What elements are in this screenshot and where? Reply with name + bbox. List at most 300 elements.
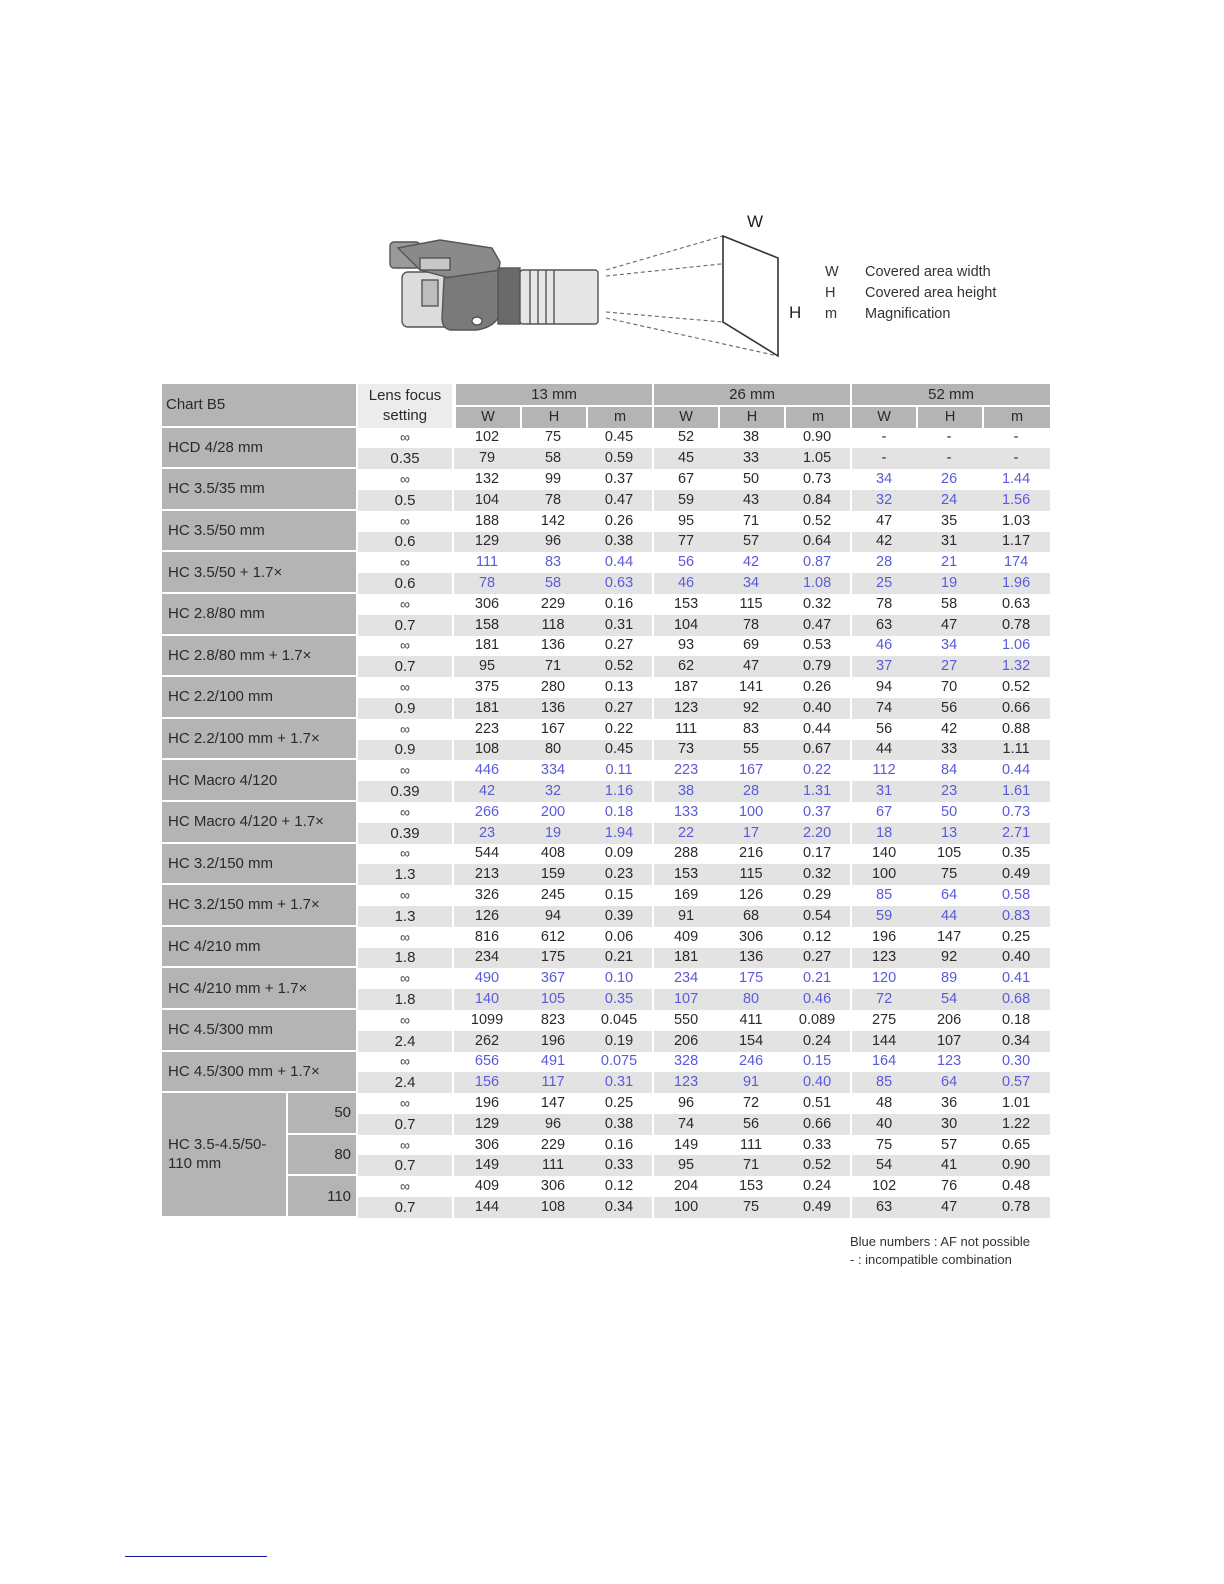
value-cell: 123 xyxy=(652,1072,718,1093)
value-cell: 823 xyxy=(520,1010,586,1031)
value-cell: 48 xyxy=(850,1093,916,1114)
value-cell: 234 xyxy=(652,968,718,989)
value-cell: 490 xyxy=(454,968,520,989)
value-cell: 84 xyxy=(916,760,982,781)
value-cell: 94 xyxy=(520,906,586,927)
value-cell: 0.84 xyxy=(784,490,850,511)
value-cell: 136 xyxy=(520,698,586,719)
focus-setting-cell: 0.7 xyxy=(358,1197,454,1218)
value-cell: 95 xyxy=(652,511,718,532)
value-cell: 0.21 xyxy=(784,968,850,989)
value-cell: 34 xyxy=(916,636,982,657)
value-cell: 44 xyxy=(916,906,982,927)
value-cell: 167 xyxy=(718,760,784,781)
value-cell: 96 xyxy=(520,1114,586,1135)
value-cell: 204 xyxy=(652,1176,718,1197)
focus-setting-cell: ∞ xyxy=(358,1052,454,1073)
value-cell: 78 xyxy=(718,615,784,636)
diagram-legend xyxy=(825,262,1065,325)
value-cell: 57 xyxy=(916,1135,982,1156)
value-cell: 92 xyxy=(718,698,784,719)
value-cell: 446 xyxy=(454,760,520,781)
focus-setting-cell: 0.39 xyxy=(358,823,454,844)
col-header-h: H xyxy=(520,407,586,428)
value-cell: 89 xyxy=(916,968,982,989)
value-cell: 0.25 xyxy=(586,1093,652,1114)
value-cell: 0.34 xyxy=(982,1031,1050,1052)
value-cell: 0.59 xyxy=(586,448,652,469)
value-cell: 85 xyxy=(850,885,916,906)
value-cell: 0.31 xyxy=(586,1072,652,1093)
value-cell: 0.47 xyxy=(586,490,652,511)
focus-setting-cell: 0.7 xyxy=(358,1114,454,1135)
focus-setting-cell: ∞ xyxy=(358,1135,454,1156)
table-title: Chart B5 xyxy=(162,384,358,428)
value-cell: 19 xyxy=(520,823,586,844)
table-row xyxy=(162,469,1050,490)
value-cell: 0.87 xyxy=(784,552,850,573)
value-cell: 246 xyxy=(718,1052,784,1073)
value-cell: 47 xyxy=(850,511,916,532)
value-cell: 42 xyxy=(454,781,520,802)
value-cell: 115 xyxy=(718,594,784,615)
value-cell: 100 xyxy=(850,864,916,885)
lens-name-cell: HC 4/210 mm + 1.7× xyxy=(162,968,358,1010)
value-cell: 154 xyxy=(718,1031,784,1052)
value-cell: 0.38 xyxy=(586,1114,652,1135)
value-cell: 123 xyxy=(850,948,916,969)
lens-name-cell: HC 2.8/80 mm xyxy=(162,594,358,636)
focus-setting-cell: 0.9 xyxy=(358,740,454,761)
value-cell: 99 xyxy=(520,469,586,490)
value-cell: - xyxy=(850,448,916,469)
value-cell: 141 xyxy=(718,677,784,698)
value-cell: 83 xyxy=(718,719,784,740)
value-cell: 129 xyxy=(454,1114,520,1135)
focus-setting-cell: ∞ xyxy=(358,636,454,657)
value-cell: 132 xyxy=(454,469,520,490)
value-cell: 78 xyxy=(850,594,916,615)
value-cell: 1.22 xyxy=(982,1114,1050,1135)
lens-name-cell: HC Macro 4/120 + 1.7× xyxy=(162,802,358,844)
value-cell: 102 xyxy=(850,1176,916,1197)
value-cell: 71 xyxy=(718,511,784,532)
value-cell: 0.35 xyxy=(982,844,1050,865)
group-header-13mm: 13 mm xyxy=(454,384,652,407)
value-cell: 1.03 xyxy=(982,511,1050,532)
value-cell: 77 xyxy=(652,532,718,553)
value-cell: 74 xyxy=(652,1114,718,1135)
value-cell: 234 xyxy=(454,948,520,969)
value-cell: 1.11 xyxy=(982,740,1050,761)
value-cell: 56 xyxy=(718,1114,784,1135)
value-cell: 0.045 xyxy=(586,1010,652,1031)
value-cell: 42 xyxy=(850,532,916,553)
value-cell: 118 xyxy=(520,615,586,636)
value-cell: 0.47 xyxy=(784,615,850,636)
value-cell: 0.52 xyxy=(784,1155,850,1176)
value-cell: 117 xyxy=(520,1072,586,1093)
value-cell: 54 xyxy=(850,1155,916,1176)
legend-text: Covered area height xyxy=(865,285,997,301)
value-cell: 196 xyxy=(850,927,916,948)
value-cell: 213 xyxy=(454,864,520,885)
value-cell: 38 xyxy=(652,781,718,802)
value-cell: 32 xyxy=(850,490,916,511)
group-header-52mm: 52 mm xyxy=(850,384,1050,407)
value-cell: 181 xyxy=(454,698,520,719)
value-cell: 136 xyxy=(520,636,586,657)
coverage-table xyxy=(162,384,1050,1218)
value-cell: 140 xyxy=(454,989,520,1010)
value-cell: 100 xyxy=(652,1197,718,1218)
value-cell: 0.16 xyxy=(586,1135,652,1156)
value-cell: 28 xyxy=(718,781,784,802)
value-cell: 0.22 xyxy=(586,719,652,740)
col-header-m: m xyxy=(982,407,1050,428)
value-cell: 206 xyxy=(652,1031,718,1052)
focus-setting-cell: 0.7 xyxy=(358,615,454,636)
value-cell: 367 xyxy=(520,968,586,989)
value-cell: 0.31 xyxy=(586,615,652,636)
value-cell: 34 xyxy=(850,469,916,490)
table-row xyxy=(162,760,1050,781)
value-cell: 2.20 xyxy=(784,823,850,844)
value-cell: 0.49 xyxy=(784,1197,850,1218)
value-cell: 156 xyxy=(454,1072,520,1093)
value-cell: 167 xyxy=(520,719,586,740)
value-cell: 0.52 xyxy=(784,511,850,532)
value-cell: 144 xyxy=(850,1031,916,1052)
value-cell: 55 xyxy=(718,740,784,761)
value-cell: 18 xyxy=(850,823,916,844)
table-row xyxy=(162,968,1050,989)
value-cell: 0.26 xyxy=(784,677,850,698)
focus-setting-cell: ∞ xyxy=(358,1093,454,1114)
value-cell: - xyxy=(850,428,916,449)
value-cell: 56 xyxy=(916,698,982,719)
value-cell: 206 xyxy=(916,1010,982,1031)
value-cell: 95 xyxy=(454,656,520,677)
value-cell: 0.66 xyxy=(982,698,1050,719)
value-cell: 78 xyxy=(520,490,586,511)
value-cell: 0.32 xyxy=(784,594,850,615)
value-cell: 153 xyxy=(652,594,718,615)
table-row xyxy=(162,1093,1050,1114)
value-cell: 105 xyxy=(916,844,982,865)
focus-setting-cell: ∞ xyxy=(358,802,454,823)
value-cell: 0.38 xyxy=(586,532,652,553)
table-row xyxy=(162,594,1050,615)
value-cell: 229 xyxy=(520,1135,586,1156)
value-cell: 42 xyxy=(916,719,982,740)
value-cell: 96 xyxy=(520,532,586,553)
value-cell: 375 xyxy=(454,677,520,698)
value-cell: 28 xyxy=(850,552,916,573)
value-cell: 0.32 xyxy=(784,864,850,885)
value-cell: 32 xyxy=(520,781,586,802)
focus-setting-cell: 0.5 xyxy=(358,490,454,511)
value-cell: 67 xyxy=(850,802,916,823)
value-cell: 288 xyxy=(652,844,718,865)
col-header-w: W xyxy=(850,407,916,428)
value-cell: 79 xyxy=(454,448,520,469)
value-cell: 1.16 xyxy=(586,781,652,802)
lens-focus-header: Lens focus setting xyxy=(358,384,454,428)
lens-name-cell: HC 3.2/150 mm xyxy=(162,844,358,886)
value-cell: 164 xyxy=(850,1052,916,1073)
value-cell: 0.73 xyxy=(784,469,850,490)
value-cell: 45 xyxy=(652,448,718,469)
value-cell: 27 xyxy=(916,656,982,677)
focus-setting-cell: ∞ xyxy=(358,1176,454,1197)
focus-setting-cell: 1.3 xyxy=(358,906,454,927)
col-header-h: H xyxy=(916,407,982,428)
value-cell: 56 xyxy=(850,719,916,740)
value-cell: 0.27 xyxy=(784,948,850,969)
value-cell: 59 xyxy=(850,906,916,927)
value-cell: 0.90 xyxy=(982,1155,1050,1176)
value-cell: 26 xyxy=(916,469,982,490)
value-cell: 31 xyxy=(916,532,982,553)
legend-item xyxy=(825,262,1065,283)
value-cell: 33 xyxy=(916,740,982,761)
table-row xyxy=(162,885,1050,906)
value-cell: 72 xyxy=(850,989,916,1010)
value-cell: 67 xyxy=(652,469,718,490)
value-cell: 816 xyxy=(454,927,520,948)
value-cell: 0.23 xyxy=(586,864,652,885)
value-cell: 69 xyxy=(718,636,784,657)
value-cell: 0.10 xyxy=(586,968,652,989)
value-cell: 23 xyxy=(454,823,520,844)
value-cell: 133 xyxy=(652,802,718,823)
lens-name-cell: HC 4/210 mm xyxy=(162,927,358,969)
value-cell: 75 xyxy=(718,1197,784,1218)
value-cell: 188 xyxy=(454,511,520,532)
value-cell: 0.27 xyxy=(586,698,652,719)
value-cell: 0.40 xyxy=(982,948,1050,969)
value-cell: 147 xyxy=(520,1093,586,1114)
value-cell: 223 xyxy=(652,760,718,781)
value-cell: 75 xyxy=(916,864,982,885)
value-cell: 0.88 xyxy=(982,719,1050,740)
value-cell: 95 xyxy=(652,1155,718,1176)
value-cell: 306 xyxy=(718,927,784,948)
value-cell: 129 xyxy=(454,532,520,553)
value-cell: 126 xyxy=(454,906,520,927)
value-cell: 0.45 xyxy=(586,740,652,761)
value-cell: 0.17 xyxy=(784,844,850,865)
value-cell: 23 xyxy=(916,781,982,802)
value-cell: - xyxy=(982,448,1050,469)
covered-area-plane xyxy=(723,236,778,356)
value-cell: 111 xyxy=(520,1155,586,1176)
value-cell: 0.37 xyxy=(586,469,652,490)
value-cell: 46 xyxy=(652,573,718,594)
focus-setting-cell: ∞ xyxy=(358,511,454,532)
value-cell: 36 xyxy=(916,1093,982,1114)
value-cell: 491 xyxy=(520,1052,586,1073)
lens-name-cell: HC 4.5/300 mm xyxy=(162,1010,358,1052)
value-cell: 0.09 xyxy=(586,844,652,865)
table-row xyxy=(162,719,1050,740)
value-cell: 43 xyxy=(718,490,784,511)
focus-setting-cell: ∞ xyxy=(358,469,454,490)
value-cell: 328 xyxy=(652,1052,718,1073)
value-cell: 1.44 xyxy=(982,469,1050,490)
value-cell: 21 xyxy=(916,552,982,573)
value-cell: 0.19 xyxy=(586,1031,652,1052)
legend-item xyxy=(825,283,1065,304)
value-cell: 0.58 xyxy=(982,885,1050,906)
camera-illustration xyxy=(390,240,598,330)
value-cell: 78 xyxy=(454,573,520,594)
value-cell: 0.63 xyxy=(586,573,652,594)
table-row xyxy=(162,428,1050,449)
focus-setting-cell: ∞ xyxy=(358,844,454,865)
lens-name-cell: HC 3.2/150 mm + 1.7× xyxy=(162,885,358,927)
table-row xyxy=(162,1176,1050,1197)
value-cell: 409 xyxy=(454,1176,520,1197)
value-cell: 70 xyxy=(916,677,982,698)
value-cell: 1.61 xyxy=(982,781,1050,802)
value-cell: 71 xyxy=(520,656,586,677)
col-header-w: W xyxy=(454,407,520,428)
value-cell: 0.26 xyxy=(586,511,652,532)
value-cell: 306 xyxy=(520,1176,586,1197)
value-cell: 0.39 xyxy=(586,906,652,927)
diagram-label-w: W xyxy=(747,212,764,231)
value-cell: 0.44 xyxy=(982,760,1050,781)
focus-setting-cell: 2.4 xyxy=(358,1072,454,1093)
value-cell: 37 xyxy=(850,656,916,677)
value-cell: 149 xyxy=(454,1155,520,1176)
focus-setting-cell: 0.7 xyxy=(358,656,454,677)
value-cell: 1.08 xyxy=(784,573,850,594)
value-cell: 30 xyxy=(916,1114,982,1135)
value-cell: 57 xyxy=(718,532,784,553)
value-cell: 0.78 xyxy=(982,1197,1050,1218)
value-cell: 44 xyxy=(850,740,916,761)
value-cell: 142 xyxy=(520,511,586,532)
table-header xyxy=(162,384,1050,428)
col-header-m: m xyxy=(586,407,652,428)
value-cell: 0.37 xyxy=(784,802,850,823)
value-cell: 112 xyxy=(850,760,916,781)
col-header-w: W xyxy=(652,407,718,428)
diagram-label-h: H xyxy=(789,303,802,322)
value-cell: 80 xyxy=(718,989,784,1010)
value-cell: 1.17 xyxy=(982,532,1050,553)
value-cell: 123 xyxy=(652,698,718,719)
value-cell: 107 xyxy=(652,989,718,1010)
value-cell: 0.12 xyxy=(784,927,850,948)
value-cell: 80 xyxy=(520,740,586,761)
value-cell: 0.18 xyxy=(982,1010,1050,1031)
value-cell: 24 xyxy=(916,490,982,511)
value-cell: 200 xyxy=(520,802,586,823)
value-cell: 280 xyxy=(520,677,586,698)
table-row xyxy=(162,677,1050,698)
value-cell: 0.79 xyxy=(784,656,850,677)
value-cell: 262 xyxy=(454,1031,520,1052)
value-cell: 104 xyxy=(652,615,718,636)
note-dash: - : incompatible combination xyxy=(850,1252,1012,1267)
value-cell: 62 xyxy=(652,656,718,677)
value-cell: 96 xyxy=(652,1093,718,1114)
value-cell: 1.56 xyxy=(982,490,1050,511)
value-cell: 0.64 xyxy=(784,532,850,553)
value-cell: 0.52 xyxy=(586,656,652,677)
table-row xyxy=(162,1052,1050,1073)
value-cell: 174 xyxy=(982,552,1050,573)
value-cell: 0.06 xyxy=(586,927,652,948)
legend-text: Covered area width xyxy=(865,264,991,280)
value-cell: 115 xyxy=(718,864,784,885)
value-cell: 0.25 xyxy=(982,927,1050,948)
value-cell: 0.29 xyxy=(784,885,850,906)
value-cell: 0.24 xyxy=(784,1176,850,1197)
value-cell: 2.71 xyxy=(982,823,1050,844)
value-cell: 71 xyxy=(718,1155,784,1176)
value-cell: 326 xyxy=(454,885,520,906)
value-cell: 0.11 xyxy=(586,760,652,781)
value-cell: 111 xyxy=(718,1135,784,1156)
legend-key: H xyxy=(825,285,836,301)
lens-name-cell: HC 4.5/300 mm + 1.7× xyxy=(162,1052,358,1094)
value-cell: 108 xyxy=(520,1197,586,1218)
value-cell: 334 xyxy=(520,760,586,781)
value-cell: 306 xyxy=(454,594,520,615)
value-cell: 100 xyxy=(718,802,784,823)
value-cell: 153 xyxy=(718,1176,784,1197)
value-cell: 73 xyxy=(652,740,718,761)
value-cell: 92 xyxy=(916,948,982,969)
value-cell: 175 xyxy=(520,948,586,969)
table-row xyxy=(162,636,1050,657)
value-cell: 147 xyxy=(916,927,982,948)
value-cell: 0.44 xyxy=(586,552,652,573)
value-cell: 1.05 xyxy=(784,448,850,469)
value-cell: 1.96 xyxy=(982,573,1050,594)
value-cell: 22 xyxy=(652,823,718,844)
value-cell: 0.67 xyxy=(784,740,850,761)
value-cell: 196 xyxy=(520,1031,586,1052)
table-row xyxy=(162,552,1050,573)
focus-setting-cell: ∞ xyxy=(358,552,454,573)
value-cell: 0.35 xyxy=(586,989,652,1010)
value-cell: 13 xyxy=(916,823,982,844)
focus-setting-cell: ∞ xyxy=(358,968,454,989)
value-cell: 229 xyxy=(520,594,586,615)
value-cell: 1.06 xyxy=(982,636,1050,657)
value-cell: 550 xyxy=(652,1010,718,1031)
focus-setting-cell: ∞ xyxy=(358,594,454,615)
value-cell: 0.83 xyxy=(982,906,1050,927)
value-cell: 34 xyxy=(718,573,784,594)
value-cell: 1.32 xyxy=(982,656,1050,677)
value-cell: 58 xyxy=(520,448,586,469)
value-cell: 175 xyxy=(718,968,784,989)
table-body xyxy=(162,428,1050,1218)
zoom-focal-cell: 50 xyxy=(288,1093,358,1135)
value-cell: 64 xyxy=(916,1072,982,1093)
value-cell: 0.51 xyxy=(784,1093,850,1114)
lens-name-cell: HC 2.8/80 mm + 1.7× xyxy=(162,636,358,678)
value-cell: 63 xyxy=(850,615,916,636)
table-row xyxy=(162,802,1050,823)
